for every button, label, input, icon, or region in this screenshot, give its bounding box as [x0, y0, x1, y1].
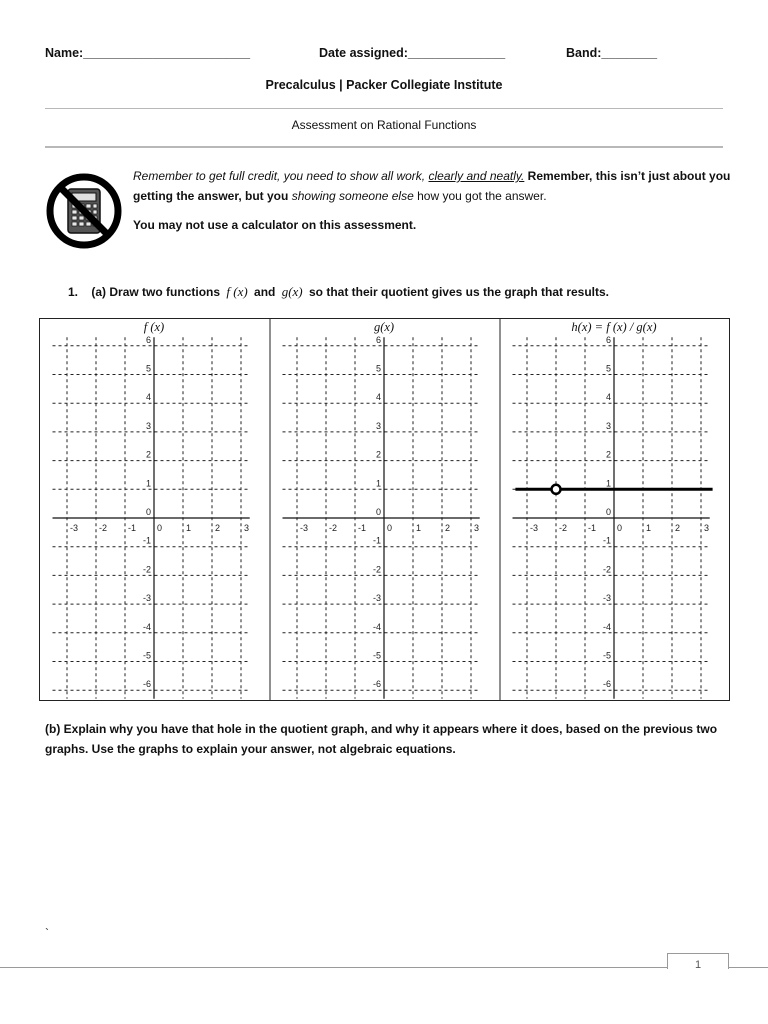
reminder-text: [133, 166, 733, 206]
x-tick-label: -2: [99, 523, 108, 533]
date-assigned-field[interactable]: Date assigned:______________: [319, 46, 506, 60]
reminder-part3: Remember, this isn’t just about you getting the answer, but you: [133, 169, 731, 203]
y-tick-label: -2: [602, 564, 611, 575]
graphs-table: [39, 318, 730, 701]
no-calculator-notice: You may not use a calculator on this assessment.: [133, 218, 417, 232]
y-tick-label: 0: [605, 507, 611, 517]
divider: [45, 108, 723, 109]
graph-title: g(x): [373, 320, 395, 334]
x-tick-label: -1: [128, 523, 137, 533]
y-tick-label: -6: [142, 679, 151, 690]
x-tick-label: -3: [300, 523, 309, 533]
x-tick-label: 3: [704, 523, 710, 533]
x-tick-label: -3: [530, 523, 539, 533]
y-tick-label: -4: [372, 621, 381, 632]
g-notation: g(x): [281, 284, 303, 299]
x-tick-label: 0: [387, 523, 393, 533]
graph-panel-2: [283, 320, 480, 699]
y-tick-label: 1: [375, 478, 381, 489]
graph-title: f (x): [143, 320, 165, 334]
y-tick-label: -1: [372, 535, 381, 546]
y-tick-label: -4: [142, 621, 151, 632]
question-number: 1.: [68, 285, 79, 299]
reminder-part5: how you got the answer.: [417, 189, 547, 203]
y-tick-label: -4: [602, 621, 611, 632]
y-tick-label: -3: [142, 593, 151, 604]
x-tick-label: 1: [646, 523, 652, 533]
y-tick-label: 5: [375, 363, 381, 374]
y-tick-label: 6: [145, 334, 151, 345]
y-tick-label: 2: [605, 449, 611, 460]
question-text-a: (a) Draw two functions: [91, 285, 221, 299]
y-tick-label: -2: [372, 564, 381, 575]
f-notation: f (x): [226, 284, 248, 299]
x-tick-label: 3: [474, 523, 480, 533]
part-b-prompt: (b) Explain why you have that hole in the quotient graph, and why it appears where it does, based on the previous two graphs. Use the graphs to explain your answer, not algebraic equations.: [45, 722, 718, 756]
footer-rule: [0, 967, 768, 968]
y-tick-label: -1: [602, 535, 611, 546]
graph-title: h(x) = f (x) / g(x): [571, 320, 657, 334]
y-tick-label: -5: [372, 650, 381, 661]
and-text: and: [254, 285, 276, 299]
x-tick-label: 3: [244, 523, 250, 533]
no-calculator-icon: [45, 172, 123, 250]
x-tick-label: -1: [358, 523, 367, 533]
y-tick-label: 3: [145, 420, 151, 431]
y-tick-label: -6: [602, 679, 611, 690]
graph-panel-3: [513, 320, 713, 699]
y-tick-label: 3: [605, 420, 611, 431]
y-tick-label: 4: [605, 392, 611, 403]
y-tick-label: -5: [142, 650, 151, 661]
stray-mark: `: [45, 926, 49, 940]
y-tick-label: 5: [605, 363, 611, 374]
graph-panel-1: [53, 320, 250, 699]
y-tick-label: 2: [145, 449, 151, 460]
y-tick-label: -2: [142, 564, 151, 575]
reminder-part1: Remember to get full credit, you need to show all work,: [133, 169, 426, 183]
x-tick-label: 0: [617, 523, 623, 533]
y-tick-label: 6: [605, 334, 611, 345]
y-tick-label: 1: [605, 478, 611, 489]
y-tick-label: 4: [145, 392, 151, 403]
y-tick-label: -5: [602, 650, 611, 661]
y-tick-label: 2: [375, 449, 381, 460]
y-tick-label: -3: [372, 593, 381, 604]
course-title: Precalculus | Packer Collegiate Institute: [265, 78, 503, 92]
x-tick-label: -2: [329, 523, 338, 533]
x-tick-label: 1: [186, 523, 192, 533]
divider: [45, 146, 723, 148]
y-tick-label: -3: [602, 593, 611, 604]
x-tick-label: 2: [445, 523, 451, 533]
x-tick-label: 2: [675, 523, 681, 533]
y-tick-label: 6: [375, 334, 381, 345]
x-tick-label: -1: [588, 523, 597, 533]
assessment-title: Assessment on Rational Functions: [291, 118, 477, 132]
y-tick-label: -1: [142, 535, 151, 546]
y-tick-label: 3: [375, 420, 381, 431]
band-field[interactable]: Band:________: [566, 46, 658, 60]
y-tick-label: -6: [372, 679, 381, 690]
page-number: 1: [667, 953, 729, 969]
y-tick-label: 0: [145, 507, 151, 517]
y-tick-label: 4: [375, 392, 381, 403]
question-text-b: so that their quotient gives us the graph that results.: [308, 285, 610, 299]
question-1-prompt: [68, 284, 609, 300]
reminder-part2: clearly and neatly.: [428, 169, 525, 183]
name-field[interactable]: Name:________________________: [45, 46, 251, 60]
hole-point: [552, 485, 561, 494]
reminder-part4: showing someone else: [291, 189, 414, 203]
x-tick-label: -3: [70, 523, 79, 533]
graphs-svg: [40, 319, 729, 700]
x-tick-label: 1: [416, 523, 422, 533]
y-tick-label: 5: [145, 363, 151, 374]
x-tick-label: 2: [215, 523, 221, 533]
x-tick-label: -2: [559, 523, 568, 533]
y-tick-label: 0: [375, 507, 381, 517]
y-tick-label: 1: [145, 478, 151, 489]
x-tick-label: 0: [157, 523, 163, 533]
